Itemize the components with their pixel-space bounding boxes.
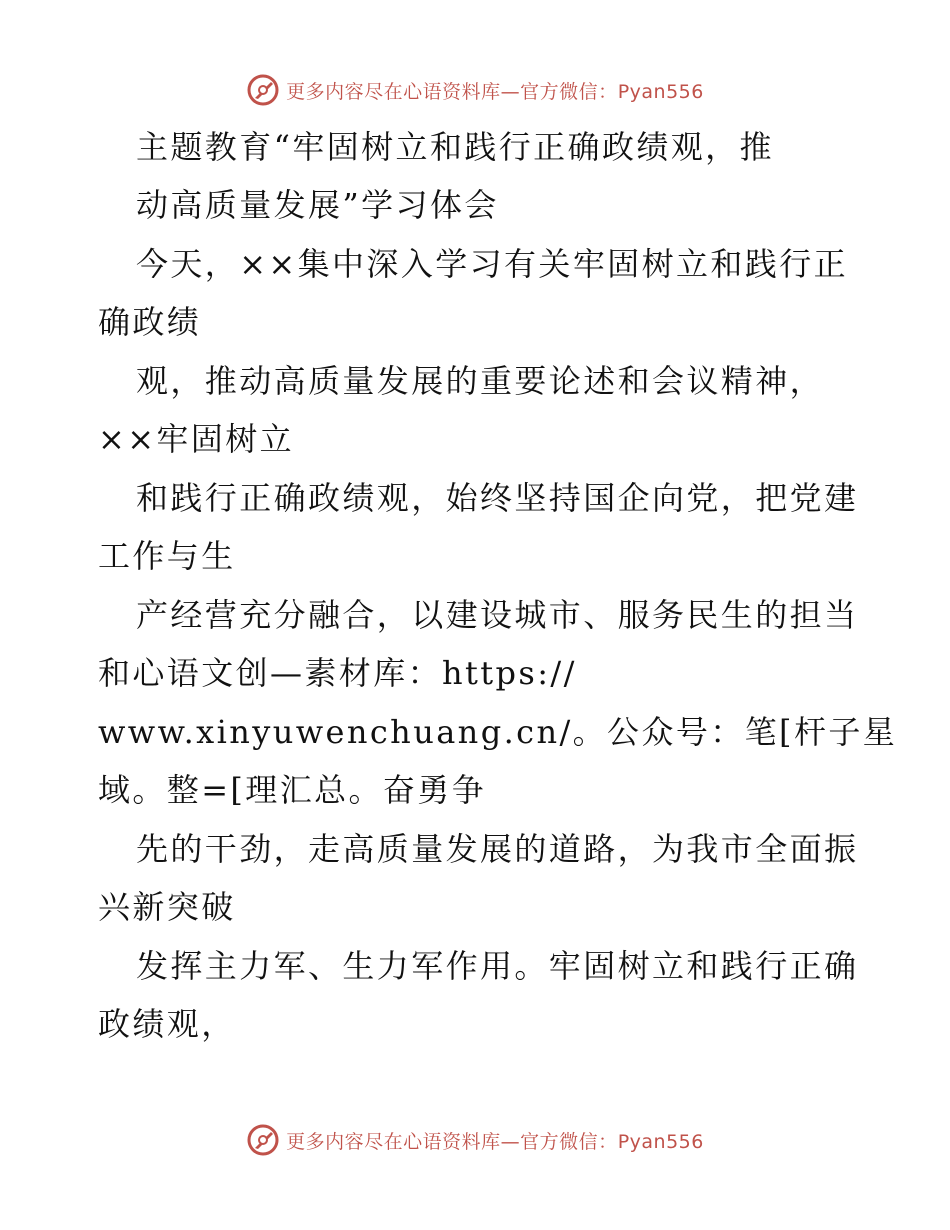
footer-banner-title: 更多内容尽在心语资料库: [286, 1130, 501, 1153]
paragraph-line: 观，推动高质量发展的重要论述和会议精神，: [136, 362, 825, 400]
header-banner-text: [286, 77, 704, 104]
paragraph-line: 今天，××集中深入学习有关牢固树立和践行正: [136, 245, 849, 283]
paragraph-line: 先的干劲，走高质量发展的道路，为我市全面振: [136, 830, 859, 868]
footer-banner-text: [286, 1127, 704, 1154]
document-title-line-1: 主题教育“牢固树立和践行正确政绩观，推: [136, 128, 774, 166]
header-banner-title: 更多内容尽在心语资料库: [286, 80, 501, 103]
paragraph-line: 兴新突破: [98, 888, 236, 926]
header-banner-wechat-id: Pyan556: [617, 80, 704, 103]
paragraph-line: 政绩观，: [98, 1005, 236, 1043]
paragraph-line: 和践行正确政绩观，始终坚持国企向党，把党建: [136, 479, 859, 517]
document-title-line-2: 动高质量发展”学习体会: [136, 186, 499, 224]
paragraph-line-url: www.xinyuwenchuang.cn/。公众号：笔[杆子星: [98, 713, 898, 751]
quill-logo-icon: [246, 1123, 280, 1157]
paragraph-line: 产经营充分融合，以建设城市、服务民生的担当: [136, 596, 859, 634]
footer-banner-wechat-label: 官方微信：: [520, 1130, 618, 1153]
header-banner-separator: —: [500, 80, 521, 103]
header-banner: [0, 72, 950, 108]
paragraph-line: 域。整=[理汇总。奋勇争: [98, 771, 487, 809]
paragraph-line: 和心语文创—素材库：https://: [98, 654, 577, 692]
paragraph-line: 确政绩: [98, 303, 202, 341]
header-banner-wechat-label: 官方微信：: [520, 80, 618, 103]
footer-banner: [0, 1122, 950, 1158]
paragraph-line: 工作与生: [98, 537, 236, 575]
footer-banner-wechat-id: Pyan556: [617, 1130, 704, 1153]
paragraph-line: 发挥主力军、生力军作用。牢固树立和践行正确: [136, 947, 859, 985]
paragraph-line: ××牢固树立: [98, 420, 295, 458]
quill-logo-icon: [246, 73, 280, 107]
footer-banner-separator: —: [500, 1130, 521, 1153]
